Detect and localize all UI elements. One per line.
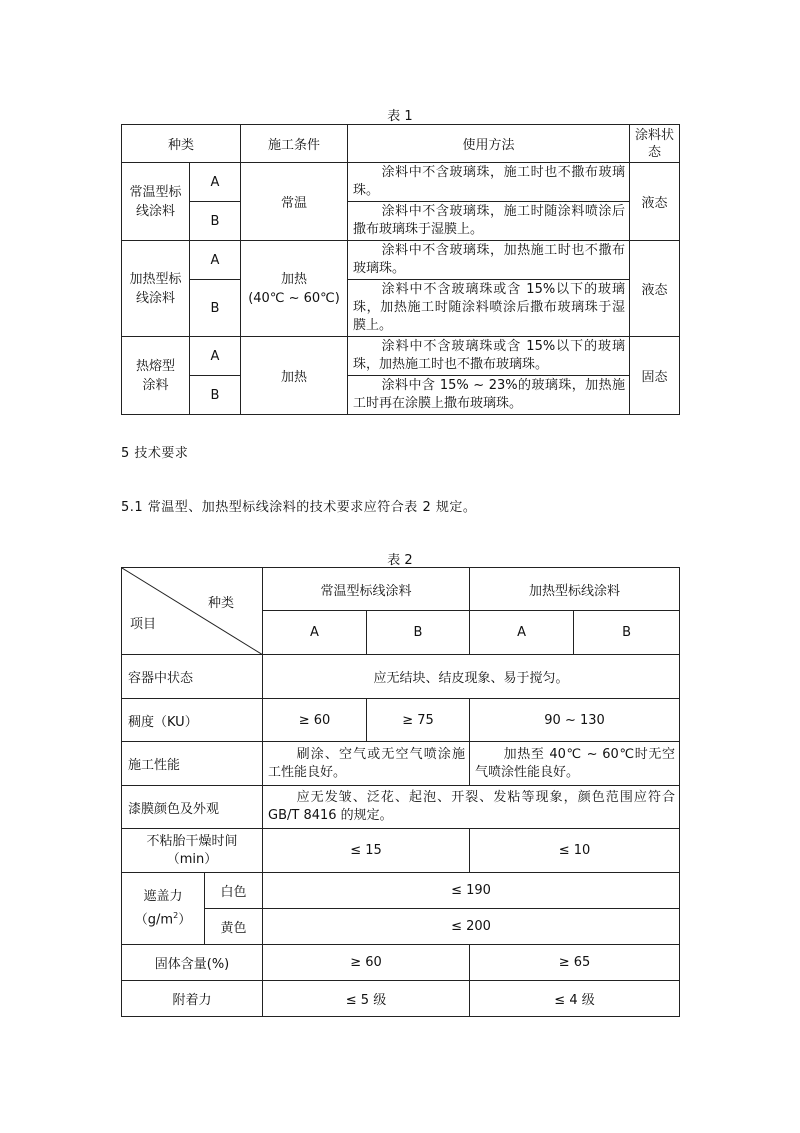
- t1-sub-a: A: [190, 337, 241, 376]
- section-5-1-text: 5.1 常温型、加热型标线涂料的技术要求应符合表 2 规定。: [121, 500, 477, 515]
- t1-method: 涂料中含 15% ~ 23%的玻璃珠，加热施工时再在涂膜上撒布玻璃珠。: [348, 376, 630, 415]
- table2-caption: 表 2: [387, 553, 413, 568]
- t1-sub-a: A: [190, 163, 241, 202]
- t2-sub-a: A: [470, 611, 574, 655]
- t1-method: 涂料中不含玻璃珠，加热施工时也不撒布玻璃珠。: [348, 241, 630, 280]
- t2-header-normal: 常温型标线涂料: [263, 568, 470, 611]
- t1-condition-hotmelt: 加热: [241, 337, 348, 415]
- t2-adhesion-label: 附着力: [122, 981, 263, 1017]
- t2-consistency-heated: 90 ~ 130: [470, 699, 680, 742]
- t2-hiding-white-value: ≤ 190: [263, 873, 680, 909]
- t2-container-value: 应无结块、结皮现象、易于搅匀。: [263, 655, 680, 699]
- t2-adhesion-normal: ≤ 5 级: [263, 981, 470, 1017]
- t1-state-normal: 液态: [630, 163, 680, 241]
- t2-row-label: 稠度（KU）: [122, 699, 263, 742]
- t1-state-heated: 液态: [630, 241, 680, 337]
- t2-dry-label-line2: （min）: [166, 851, 218, 867]
- t1-type-hotmelt: 热熔型涂料: [122, 337, 190, 415]
- t2-adhesion-heated: ≤ 4 级: [470, 981, 680, 1017]
- t2-header-heated: 加热型标线涂料: [470, 568, 680, 611]
- t2-hiding-label: [122, 873, 205, 945]
- t2-sub-a: A: [263, 611, 367, 655]
- t2-film-value: 应无发皱、泛花、起泡、开裂、发粘等现象，颜色范围应符合 GB/T 8416 的规定。: [263, 786, 680, 829]
- t2-corner-cell: [122, 568, 263, 655]
- t2-dry-label: [122, 829, 263, 873]
- t1-state-hotmelt: 固态: [630, 337, 680, 415]
- t2-dry-normal: ≤ 15: [263, 829, 470, 873]
- t2-solid-normal: ≥ 60: [263, 945, 470, 981]
- t2-dry-label-line1: 不粘胎干燥时间: [146, 833, 238, 849]
- t1-header-state: 涂料状态: [630, 125, 680, 163]
- t2-construction-heated: 加热至 40℃ ~ 60℃时无空气喷涂性能良好。: [470, 742, 680, 786]
- t1-type-heated: 加热型标线涂料: [122, 241, 190, 337]
- t2-solid-heated: ≥ 65: [470, 945, 680, 981]
- t2-consistency-normal-b: ≥ 75: [367, 699, 470, 742]
- t1-sub-b: B: [190, 376, 241, 415]
- t1-type-normal: 常温型标线涂料: [122, 163, 190, 241]
- t1-sub-b: B: [190, 280, 241, 337]
- table1: [121, 124, 680, 415]
- t2-consistency-normal-a: ≥ 60: [263, 699, 367, 742]
- section-5-heading: 5 技术要求: [121, 446, 189, 461]
- t2-corner-diagonal: [122, 568, 263, 655]
- t1-condition-heated: [241, 241, 348, 337]
- t2-sub-b: B: [367, 611, 470, 655]
- t1-header-type: 种类: [122, 125, 241, 163]
- t2-solid-label: 固体含量(%): [122, 945, 263, 981]
- t2-hiding-white-label: 白色: [205, 873, 263, 909]
- t1-method: 涂料中不含玻璃珠或含 15%以下的玻璃珠，加热施工时也不撒布玻璃珠。: [348, 337, 630, 376]
- t2-hiding-yellow-label: 黄色: [205, 909, 263, 945]
- t2-construction-normal: 刷涂、空气或无空气喷涂施工性能良好。: [263, 742, 470, 786]
- t2-dry-heated: ≤ 10: [470, 829, 680, 873]
- table1-caption: 表 1: [387, 109, 413, 124]
- t1-condition-heated-label: 加热: [281, 271, 308, 287]
- t2-row-label: 漆膜颜色及外观: [122, 786, 263, 829]
- t1-condition-normal: 常温: [241, 163, 348, 241]
- table2: [121, 567, 680, 1017]
- t1-condition-heated-range: (40℃ ~ 60℃): [248, 290, 340, 306]
- t2-row-label: 容器中状态: [122, 655, 263, 699]
- t1-sub-b: B: [190, 202, 241, 241]
- t2-corner-type: 种类: [207, 596, 234, 611]
- t1-method: 涂料中不含玻璃珠或含 15%以下的玻璃珠，加热施工时随涂料喷涂后撒布玻璃珠于湿膜上。: [348, 280, 630, 337]
- t1-header-condition: 施工条件: [241, 125, 348, 163]
- t2-hiding-label-line2: $(g/m^2)$: [134, 911, 192, 928]
- t1-sub-a: A: [190, 241, 241, 280]
- t1-method: 涂料中不含玻璃珠，施工时也不撒布玻璃珠。: [348, 163, 630, 202]
- t1-header-method: 使用方法: [348, 125, 630, 163]
- t1-method: 涂料中不含玻璃珠，施工时随涂料喷涂后撒布玻璃珠于湿膜上。: [348, 202, 630, 241]
- t2-hiding-label-line1: 遮盖力: [143, 889, 183, 905]
- t2-corner-item: 项目: [130, 617, 157, 632]
- t2-row-label: 施工性能: [122, 742, 263, 786]
- t2-sub-b: B: [574, 611, 680, 655]
- t2-hiding-yellow-value: ≤ 200: [263, 909, 680, 945]
